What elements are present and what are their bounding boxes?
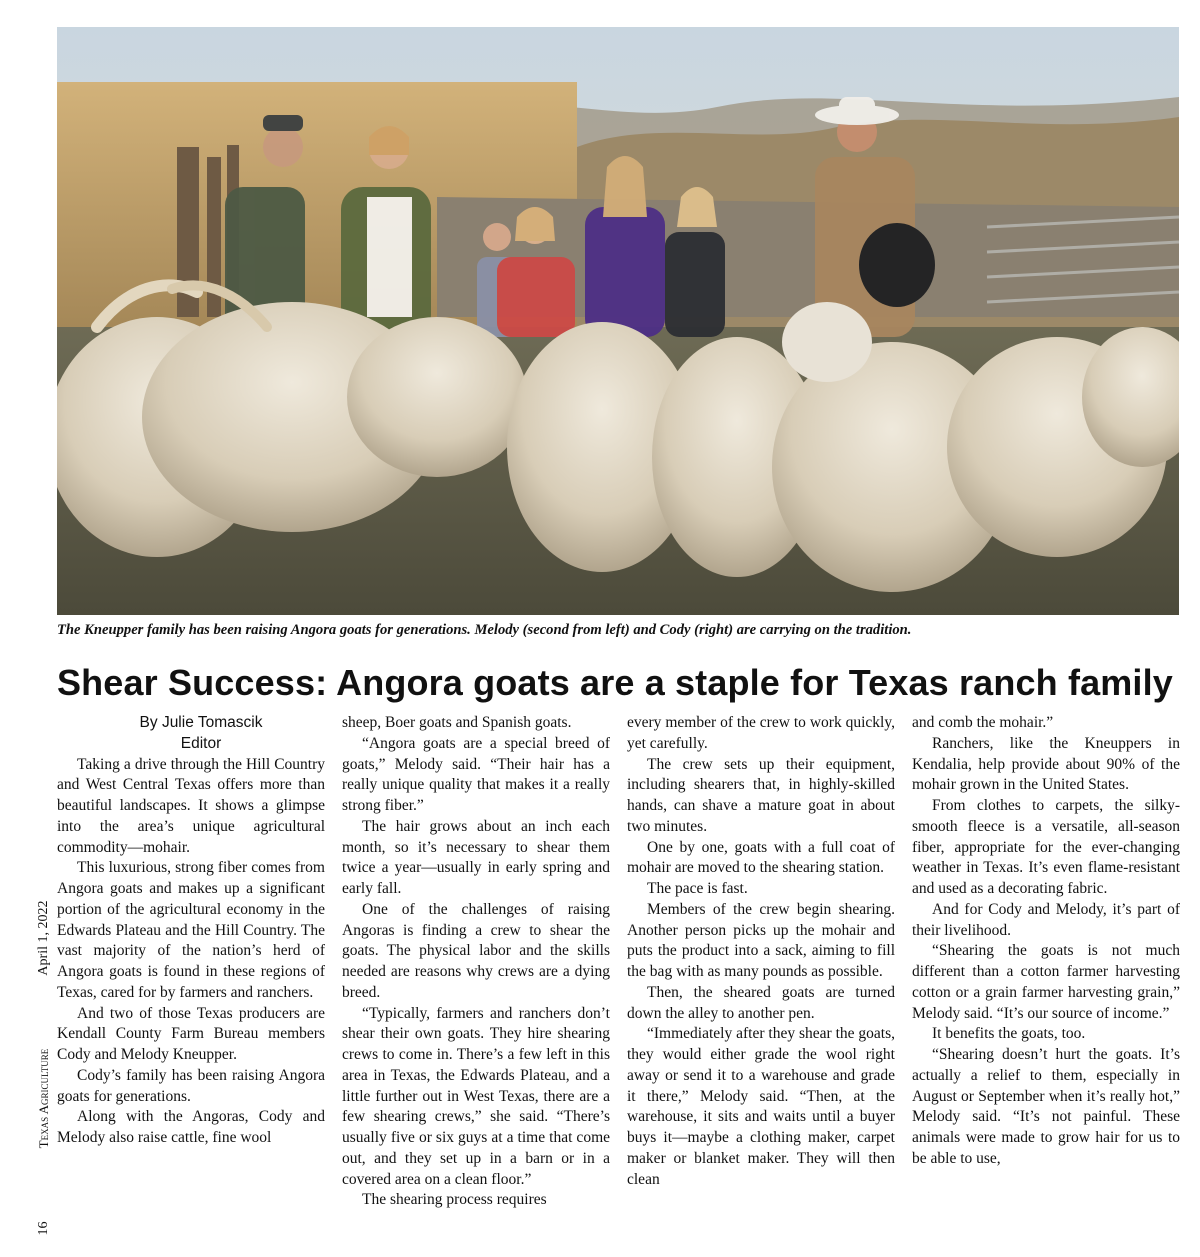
paragraph: Along with the Angoras, Cody and Melody also raise cattle, fine wool	[57, 1108, 325, 1146]
paragraph: This luxurious, strong fiber comes from Angora goats and makes up a significant portion of the agricultural economy in the Edwards Plateau and the Hill Country. The vast majority of the nation’s herd of Angora goats is found in these regions of Texas, cared for by farmers and ranchers.	[57, 859, 325, 1001]
byline-title: Editor	[180, 734, 222, 752]
article-column-1	[57, 713, 325, 1253]
paragraph: Then, the sheared goats are turned down the alley to another pen.	[627, 983, 895, 1022]
byline-author: By Julie Tomascik	[139, 714, 263, 731]
paragraph: Taking a drive through the Hill Country and West Central Texas offers more than beautiful landscapes. It shows a glimpse into the area’s unique agricultural commodity—mohair.	[57, 755, 325, 856]
article-column-3	[627, 713, 895, 1253]
paragraph: From clothes to carpets, the silky-smooth fleece is a versatile, all-season fiber, appropriate for the ever-changing weather in Texas. It’s even flame-resistant and used as a decorating fabric.	[912, 797, 1180, 897]
paragraph: The shearing process requires	[362, 1191, 547, 1209]
paragraph: One of the challenges of raising Angoras is finding a crew to shear the goats. The physical labor and the skills needed are reasons why crews are a dying breed.	[342, 900, 610, 1001]
paragraph: “Shearing the goats is not much different than a cotton farmer harvesting cotton or a grain farmer harvesting grain,” Melody said. “It’s our source of income.”	[912, 942, 1180, 1022]
headline: Shear Success: Angora goats are a staple for Texas ranch family	[57, 662, 1173, 703]
page-number: 16	[36, 1221, 51, 1235]
paragraph: “Angora goats are a special breed of goats,” Melody said. “Their hair has a really unique quality that makes it a really strong fiber.”	[342, 734, 610, 814]
paragraph: every member of the crew to work quickly, yet carefully.	[627, 714, 895, 752]
photo-illustration	[57, 27, 1179, 615]
paragraph: Members of the crew begin shearing. Another person picks up the mohair and puts the product into a sack, aiming to fill the bag with as many pounds as possible.	[627, 900, 895, 980]
paragraph: One by one, goats with a full coat of mohair are moved to the shearing station.	[627, 838, 895, 877]
paragraph: “Immediately after they shear the goats, they would either grade the wool right away or send it to a warehouse and grade it there,” Melody said. “Then, at the warehouse, it sits and waits until a buyer buys it—maybe a clothing maker, carpet maker or blanket maker. They will then clean	[627, 1025, 895, 1188]
article-column-2	[342, 713, 610, 1253]
paragraph: “Shearing doesn’t hurt the goats. It’s actually a relief to them, especially in August or September when it’s really hot,” Melody said. “It’s not painful. These animals were made to grow hair for us to be able to use,	[912, 1046, 1180, 1167]
issue-date: April 1, 2022	[36, 900, 51, 976]
paragraph: The crew sets up their equipment, including shearers that, in highly-skilled hands, can shave a mature goat in about two minutes.	[627, 755, 895, 835]
photo-caption: The Kneupper family has been raising Angora goats for generations. Melody (second from left) and Cody (right) are carrying on the tradition.	[57, 622, 912, 638]
paragraph: It benefits the goats, too.	[932, 1025, 1086, 1043]
paragraph: And for Cody and Melody, it’s part of their livelihood.	[912, 900, 1180, 939]
paragraph: And two of those Texas producers are Kendall County Farm Bureau members Cody and Melody Kneupper.	[57, 1004, 325, 1063]
folio	[33, 900, 55, 1235]
article-column-4	[912, 713, 1180, 1253]
article-photo	[57, 27, 1179, 615]
paragraph: and comb the mohair.”	[912, 714, 1054, 731]
paragraph: The pace is fast.	[647, 880, 748, 897]
paragraph: “Typically, farmers and ranchers don’t shear their own goats. They hire shearing crews to come in. There’s a few left in this area in Texas, the Edwards Plateau, and a little further out in West Texas, there are a few shearing crews,” she said. “There’s usually five or six guys at a time that come out, and they set up in a barn or in a covered area on a clean floor.”	[342, 1004, 610, 1188]
paragraph: Ranchers, like the Kneuppers in Kendalia, help provide about 90% of the mohair grown in the United States.	[912, 734, 1180, 794]
paragraph: Cody’s family has been raising Angora goats for generations.	[57, 1066, 325, 1105]
paragraph: The hair grows about an inch each month, so it’s necessary to shear them twice a year—usually in early spring and early fall.	[342, 817, 610, 897]
paragraph: sheep, Boer goats and Spanish goats.	[342, 714, 572, 731]
publication-name: Texas Agriculture	[36, 1048, 51, 1148]
